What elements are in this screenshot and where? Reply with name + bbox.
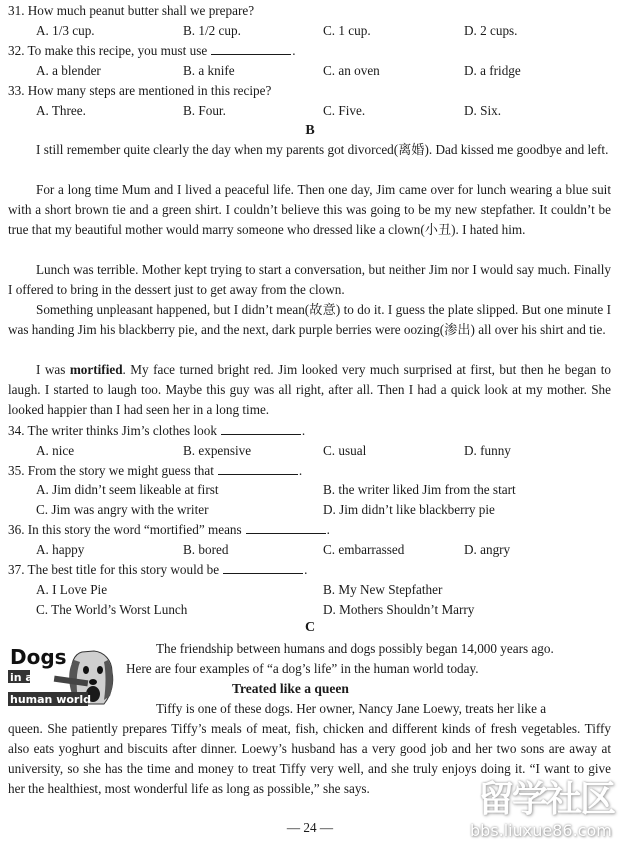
- intro-line-1: The friendship between humans and dogs possibly began 14,000 years ago.: [156, 641, 554, 656]
- answer-blank: [223, 563, 303, 574]
- paragraph: Something unpleasant happened, but I didn’t mean(故意) to do it. I guess the plate slipped. But one minute I was handing Jim his blackberry pie, and the next, dark purple berries were oozing(渗出) all over his shirt and tie.: [8, 302, 611, 337]
- answer-blank: [211, 44, 291, 55]
- option-d: D. Jim didn’t like blackberry pie: [323, 502, 495, 517]
- svg-text:in a: in a: [10, 671, 33, 684]
- answer-blank: [218, 464, 298, 475]
- option-d: D. 2 cups.: [464, 23, 518, 38]
- option-c: C. 1 cup.: [323, 23, 371, 38]
- paragraph: Lunch was terrible. Mother kept trying to start a conversation, but neither Jim nor I would say much. Finally I offered to bring in the dessert just to get away from the clown.: [8, 262, 611, 297]
- question-stem: In this story the word “mortified” means: [27, 522, 242, 537]
- section-c-heading: C: [304, 620, 316, 635]
- option-b: B. the writer liked Jim from the start: [323, 482, 516, 497]
- option-d: D. a fridge: [464, 63, 521, 78]
- option-c: C. an oven: [323, 63, 380, 78]
- paragraph: I was mortified. My face turned bright red. Jim looked very much surprised at first, but then he began to laugh. I started to laugh too. Maybe this guy was all right, after all. Then I had a quick look at my mother. She looked happier than I had seen her in a long time.: [8, 362, 611, 417]
- passage-c-paragraph: queen. She patiently prepares Tiffy’s meals of meat, fish, chicken and different kinds of fresh vegetables. Tiffy also eats yoghurt and biscuits after dinner. Loewy’s husband has a very good job and her two sons are away at university, so she has the time and money to treat Tiffy very well, and she truly enjoys doing it. “I want to give her the healthiest, most wonderful life as long as possible,” she says.: [8, 721, 611, 796]
- answer-blank: [221, 424, 301, 435]
- option-a: A. Three.: [36, 103, 86, 118]
- question-number: 31.: [8, 3, 25, 18]
- question-stem: To make this recipe, you must use: [27, 43, 208, 58]
- option-a: A. happy: [36, 542, 85, 557]
- subheading: Treated like a queen: [232, 681, 349, 696]
- bold-word: mortified: [69, 362, 123, 377]
- option-d: D. funny: [464, 443, 511, 458]
- intro-line-2: Here are four examples of “a dog’s life” in the human world today.: [126, 661, 479, 676]
- question-number: 35.: [8, 463, 25, 478]
- option-a: A. nice: [36, 443, 75, 458]
- option-c: C. The World’s Worst Lunch: [36, 602, 188, 617]
- option-c: C. usual: [323, 443, 367, 458]
- option-d: D. angry: [464, 542, 511, 557]
- passage-c-first-line: Tiffy is one of these dogs. Her owner, Nancy Jane Loewy, treats her like a: [156, 701, 547, 716]
- option-b: B. Four.: [183, 103, 226, 118]
- dog-illustration: [8, 642, 116, 712]
- paragraph: For a long time Mum and I lived a peaceful life. Then one day, Jim came over for lunch wearing a blue suit with a short brown tie and a green shirt. I couldn’t believe this was going to be my new stepfather. It couldn’t be true that my beautiful mother would marry someone who dressed like a clown(小丑). I hated him.: [8, 182, 611, 237]
- question-stem-end: .: [292, 43, 296, 58]
- question-stem: How many steps are mentioned in this recipe?: [27, 83, 272, 98]
- question-number: 32.: [8, 43, 25, 58]
- question-stem: From the story we might guess that: [27, 463, 214, 478]
- option-b: B. expensive: [183, 443, 252, 458]
- question-stem: The best title for this story would be: [27, 562, 220, 577]
- option-d: D. Mothers Shouldn’t Marry: [323, 602, 475, 617]
- dogs-in-a-human-world-image: [8, 642, 116, 712]
- option-b: B. 1/2 cup.: [183, 23, 241, 38]
- option-a: A. I Love Pie: [36, 582, 108, 597]
- section-b-heading: B: [305, 123, 315, 138]
- option-b: B. bored: [183, 542, 229, 557]
- option-d: D. Six.: [464, 103, 502, 118]
- paragraph: I still remember quite clearly the day when my parents got divorced(离婚). Dad kissed me goodbye and left.: [36, 142, 609, 157]
- question-number: 36.: [8, 522, 25, 537]
- watermark-logo: 留学社区: [478, 779, 615, 820]
- option-c: C. embarrassed: [323, 542, 405, 557]
- option-a: A. 1/3 cup.: [36, 23, 95, 38]
- question-number: 34.: [8, 423, 25, 438]
- option-a: A. Jim didn’t seem likeable at first: [36, 482, 219, 497]
- option-a: A. a blender: [36, 63, 101, 78]
- question-stem: How much peanut butter shall we prepare?: [27, 3, 255, 18]
- option-b: B. a knife: [183, 63, 235, 78]
- watermark-url: bbs.liuxue86.com: [470, 821, 612, 840]
- answer-blank: [246, 523, 326, 534]
- svg-text:human world: human world: [10, 693, 91, 706]
- option-b: B. My New Stepfather: [323, 582, 443, 597]
- option-c: C. Jim was angry with the writer: [36, 502, 209, 517]
- logo-text: Dogs: [10, 645, 67, 669]
- option-c: C. Five.: [323, 103, 366, 118]
- question-stem: The writer thinks Jim’s clothes look: [27, 423, 217, 438]
- watermark: [470, 780, 620, 845]
- question-number: 33.: [8, 83, 25, 98]
- page-number: — 24 —: [286, 820, 334, 835]
- question-number: 37.: [8, 562, 25, 577]
